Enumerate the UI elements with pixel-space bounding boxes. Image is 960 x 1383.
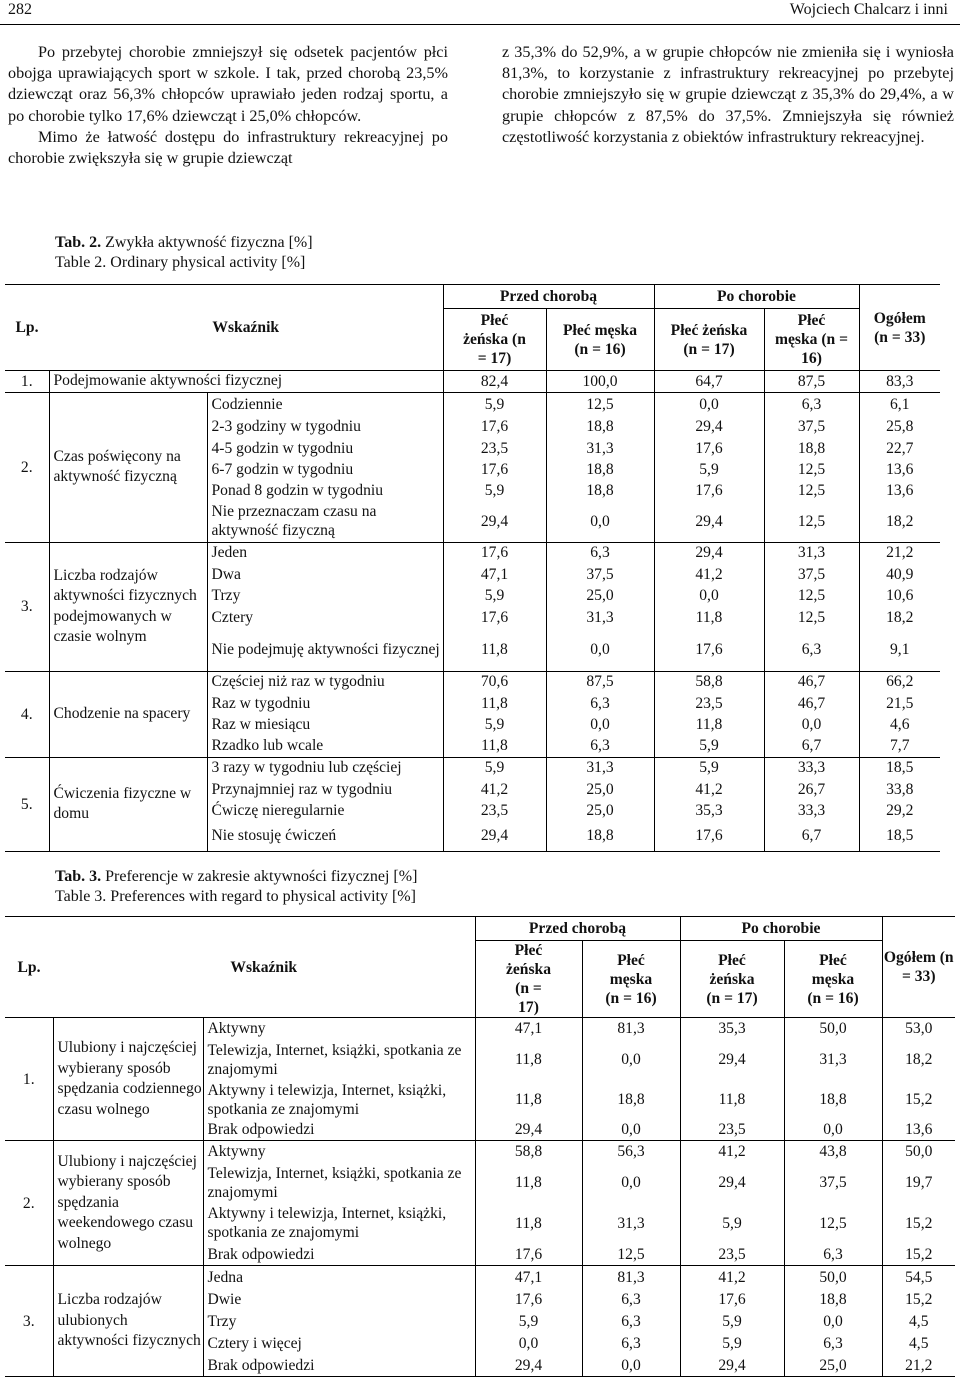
row-number: 2. [5,392,49,542]
header-male-after: Płeć męska (n = 16) [764,309,859,371]
value-cell: 12,5 [764,480,859,501]
row-label: Aktywny i telewizja, Internet, książki, spotkania ze znajomymi [203,1080,475,1120]
value-cell: 15,2 [905,1091,933,1108]
value-cell: 12,5 [546,392,654,416]
paragraph: Po przebytej chorobie zmniejszył się odsetek pacjentów płci obojga uprawiających sport w szkole. I tak, przed chorobą 23,5% dziewcząt oraz 56,3% chłopców uprawiało jeden rodzaj sportu, a po chorobie tylko 17,6% dziewcząt i 25,0% chłopców. [8,43,448,125]
row-label: Brak odpowiedzi [203,1120,475,1141]
value-cell: 12,5 [764,501,859,542]
value-cell: 4,6 [890,716,910,733]
header-lp: Lp. [15,319,39,336]
value-cell: 18,8 [546,459,654,480]
value-cell: 17,6 [654,480,764,501]
value-cell: 17,6 [654,437,764,459]
value-cell: 12,5 [764,606,859,628]
value-cell: 11,8 [475,1163,582,1203]
value-cell: 19,7 [905,1174,933,1191]
value-cell: 22,7 [886,439,914,457]
value-cell: 6,3 [582,1333,680,1355]
row-label: Jeden [207,542,443,563]
value-cell: 18,8 [546,821,654,851]
value-cell: 18,8 [784,1289,882,1311]
value-cell: 5,9 [443,714,546,735]
row-number: 1. [5,1018,53,1141]
value-cell: 21,2 [905,1356,933,1374]
value-cell: 43,8 [784,1141,882,1163]
paragraph: Mimo że łatwość dostępu do infrastruktury rekreacyjnej po chorobie zwiększyła się w grupie dziewcząt [8,127,448,168]
table3 [5,916,955,1377]
header-male-after: Płeć męska (n = 16) [784,941,882,1018]
value-cell: 64,7 [654,371,764,393]
header-male-before: Płeć męska (n = 16) [546,309,654,371]
value-cell: 23,5 [443,437,546,459]
value-cell: 0,0 [475,1333,582,1355]
header-wskaznik: Wskaźnik [212,319,280,336]
value-cell: 5,9 [443,757,546,778]
value-cell: 37,5 [764,416,859,437]
value-cell: 47,1 [475,1266,582,1289]
row-label: Jedna [203,1266,475,1289]
value-cell: 5,9 [475,1311,582,1333]
table-row [5,757,940,778]
row-label: Trzy [203,1311,475,1333]
value-cell: 5,9 [654,459,764,480]
value-cell: 18,2 [886,512,914,530]
value-cell: 6,3 [582,1311,680,1333]
row-label: Telewizja, Internet, książki, spotkania ze znajomymi [203,1163,475,1203]
value-cell: 0,0 [582,1120,680,1141]
row-label: Raz w tygodniu [207,692,443,714]
value-cell: 53,0 [905,1020,933,1038]
value-cell: 11,8 [443,628,546,671]
value-cell: 11,8 [475,1080,582,1120]
value-cell: 18,8 [546,416,654,437]
value-cell: 37,5 [784,1163,882,1203]
header-ogolem: Ogółem (n = 33) [883,949,954,985]
value-cell: 18,5 [886,827,914,845]
row-number: 4. [5,671,49,757]
value-cell: 25,0 [546,800,654,821]
header-lp: Lp. [17,958,41,976]
value-cell: 0,0 [654,585,764,606]
row-number: 5. [5,757,49,851]
value-cell: 0,0 [654,392,764,416]
value-cell: 5,9 [680,1333,784,1355]
group-label: Ćwiczenia fizyczne w domu [49,757,207,851]
value-cell: 17,6 [475,1289,582,1311]
group-label: Czas poświęcony na aktywność fizyczną [49,392,207,542]
value-cell: 29,4 [443,501,546,542]
value-cell: 18,8 [546,480,654,501]
running-head-authors: Wojciech Chalcarz i inni [789,1,948,18]
value-cell: 0,0 [582,1040,680,1080]
value-cell: 15,2 [905,1214,933,1232]
value-cell: 50,0 [905,1143,933,1161]
value-cell: 6,3 [582,1289,680,1311]
group-label: Liczba rodzajów ulubionych aktywności fizycznych [53,1266,203,1377]
row-label: 2-3 godziny w tygodniu [207,416,443,437]
table-row [5,542,940,563]
value-cell: 29,4 [654,501,764,542]
value-cell: 6,7 [764,821,859,851]
value-cell: 11,8 [654,714,764,735]
value-cell: 58,8 [475,1141,582,1163]
value-cell: 81,3 [582,1266,680,1289]
value-cell: 29,4 [654,416,764,437]
value-cell: 6,3 [546,692,654,714]
value-cell: 11,8 [475,1040,582,1080]
value-cell: 10,6 [886,587,914,604]
value-cell: 29,4 [443,821,546,851]
value-cell: 82,4 [443,371,546,393]
value-cell: 13,6 [905,1121,933,1139]
value-cell: 5,9 [654,735,764,757]
value-cell: 6,1 [890,395,910,413]
value-cell: 33,3 [764,757,859,778]
row-number: 1. [5,371,49,393]
value-cell: 17,6 [443,416,546,437]
value-cell: 6,3 [546,735,654,757]
value-cell: 12,5 [582,1244,680,1266]
value-cell: 9,1 [890,640,910,658]
group-label: Ulubiony i najczęściej wybierany sposób spędzania weekendowego czasu wolnego [53,1141,203,1266]
value-cell: 0,0 [784,1311,882,1333]
page-header [0,0,960,25]
page-number: 282 [8,1,32,18]
value-cell: 23,5 [680,1120,784,1141]
value-cell: 31,3 [582,1203,680,1244]
value-cell: 12,5 [764,585,859,606]
value-cell: 29,4 [475,1120,582,1141]
value-cell: 5,9 [680,1311,784,1333]
value-cell: 11,8 [680,1080,784,1120]
value-cell: 21,2 [886,544,914,562]
header-male-before: Płeć męska (n = 16) [582,941,680,1018]
value-cell: 6,7 [764,735,859,757]
header-female-after: Płeć żeńska (n = 17) [654,309,764,371]
table3-caption-label: Tab. 3. [55,868,102,885]
row-label: Częściej niż raz w tygodniu [207,671,443,692]
row-label: Raz w miesiącu [207,714,443,735]
header-ogolem: Ogółem (n = 33) [873,309,926,346]
value-cell: 46,7 [764,671,859,692]
row-label: Trzy [207,585,443,606]
value-cell: 66,2 [886,673,914,691]
row-label: Ćwiczę nieregularnie [207,800,443,821]
row-label: Nie przeznaczam czasu na aktywność fizyczną [207,501,443,542]
value-cell: 17,6 [654,628,764,671]
table-row [5,371,940,393]
value-cell: 6,3 [764,392,859,416]
header-wskaznik: Wskaźnik [230,958,298,976]
value-cell: 21,5 [886,694,914,712]
table-row [5,392,940,416]
value-cell: 18,2 [886,608,914,626]
row-number: 3. [5,542,49,671]
value-cell: 31,3 [764,542,859,563]
value-cell: 29,4 [475,1355,582,1377]
value-cell: 47,1 [443,563,546,585]
value-cell: 40,9 [886,565,914,583]
right-text-column [502,42,954,148]
value-cell: 25,8 [886,418,914,435]
value-cell: 5,9 [443,392,546,416]
value-cell: 25,0 [784,1355,882,1377]
value-cell: 5,9 [654,757,764,778]
row-label: Aktywny i telewizja, Internet, książki, spotkania ze znajomymi [203,1203,475,1244]
value-cell: 50,0 [784,1266,882,1289]
value-cell: 29,2 [886,802,914,819]
value-cell: 29,4 [680,1163,784,1203]
row-number: 2. [5,1141,53,1266]
value-cell: 11,8 [654,606,764,628]
row-label: Przynajmniej raz w tygodniu [207,778,443,800]
value-cell: 17,6 [475,1244,582,1266]
table3-caption-en: Table 3. Preferences with regard to physical activity [%] [55,888,416,905]
value-cell: 0,0 [764,714,859,735]
row-label: Brak odpowiedzi [203,1244,475,1266]
row-label: Rzadko lub wcale [207,735,443,757]
value-cell: 5,9 [443,585,546,606]
header-female-before: Płeć żeńska (n = 17) [443,309,546,371]
table-row [5,671,940,692]
value-cell: 87,5 [546,671,654,692]
value-cell: 29,4 [654,542,764,563]
value-cell: 31,3 [784,1040,882,1080]
header-female-after: Płeć żeńska (n = 17) [680,941,784,1018]
row-label: Codziennie [207,392,443,416]
group-label: Ulubiony i najczęściej wybierany sposób spędzania codziennego czasu wolnego [53,1018,203,1141]
value-cell: 18,8 [764,437,859,459]
row-label: Brak odpowiedzi [203,1355,475,1377]
table2-body [5,371,940,852]
value-cell: 31,3 [546,606,654,628]
value-cell: 23,5 [654,692,764,714]
group-label: Chodzenie na spacery [49,671,207,757]
table3-caption [55,867,417,907]
header-female-before: Płeć żeńska (n = 17) [475,941,582,1018]
table3-caption-pl: Preferencje w zakresie aktywności fizycznej [%] [105,868,418,885]
value-cell: 46,7 [764,692,859,714]
value-cell: 4,5 [909,1313,929,1330]
row-label: Aktywny [203,1018,475,1040]
value-cell: 33,8 [886,780,914,798]
value-cell: 11,8 [443,692,546,714]
value-cell: 25,0 [546,585,654,606]
value-cell: 5,9 [443,480,546,501]
value-cell: 6,3 [784,1244,882,1266]
header-przed-choroba: Przed chorobą [443,285,654,309]
value-cell: 87,5 [764,371,859,393]
value-cell: 47,1 [475,1018,582,1040]
row-label: Dwie [203,1289,475,1311]
value-cell: 11,8 [443,735,546,757]
value-cell: 35,3 [654,800,764,821]
value-cell: 7,7 [890,737,910,755]
value-cell: 18,5 [886,759,914,777]
value-cell: 41,2 [443,778,546,800]
value-cell: 35,3 [680,1018,784,1040]
row-label: Nie podejmuję aktywności fizycznej [207,628,443,671]
value-cell: 12,5 [784,1203,882,1244]
value-cell: 0,0 [546,714,654,735]
value-cell: 70,6 [443,671,546,692]
value-cell: 6,3 [764,628,859,671]
value-cell: 18,8 [784,1080,882,1120]
header-przed-choroba: Przed chorobą [475,917,680,941]
header-po-chorobie: Po chorobie [680,917,882,941]
table-row [5,1018,955,1040]
value-cell: 41,2 [680,1141,784,1163]
value-cell: 31,3 [546,437,654,459]
value-cell: 0,0 [546,628,654,671]
value-cell: 11,8 [475,1203,582,1244]
value-cell: 17,6 [680,1289,784,1311]
left-text-column [8,42,448,169]
value-cell: 0,0 [784,1120,882,1141]
table2 [5,284,940,852]
value-cell: 0,0 [582,1355,680,1377]
value-cell: 37,5 [546,563,654,585]
table-row [5,1266,955,1289]
value-cell: 17,6 [443,606,546,628]
value-cell: 100,0 [546,371,654,393]
row-label: Dwa [207,563,443,585]
value-cell: 13,6 [886,461,914,478]
row-label: Cztery [207,606,443,628]
value-cell: 37,5 [764,563,859,585]
table2-caption [55,233,313,273]
value-cell: 18,2 [905,1051,933,1068]
row-label: 6-7 godzin w tygodniu [207,459,443,480]
row-label: 4-5 godzin w tygodniu [207,437,443,459]
value-cell: 41,2 [680,1266,784,1289]
value-cell: 17,6 [443,459,546,480]
value-cell: 13,6 [886,482,914,499]
value-cell: 50,0 [784,1018,882,1040]
value-cell: 6,3 [546,542,654,563]
row-label: Cztery i więcej [203,1333,475,1355]
table3-body [5,1018,955,1377]
value-cell: 18,8 [582,1080,680,1120]
table2-caption-label: Tab. 2. [55,234,102,251]
row-label: Ponad 8 godzin w tygodniu [207,480,443,501]
row-label: 3 razy w tygodniu lub częściej [207,757,443,778]
group-label: Liczba rodzajów aktywności fizycznych podejmowanych w czasie wolnym [49,542,207,671]
value-cell: 41,2 [654,563,764,585]
value-cell: 0,0 [582,1163,680,1203]
value-cell: 58,8 [654,671,764,692]
header-po-chorobie: Po chorobie [654,285,859,309]
paragraph: z 35,3% do 52,9%, a w grupie chłopców nie zmieniła się i wyniosła 81,3%, to korzystanie z infrastruktury rekreacyjnej po przebytej chorobie zmniejszyło się w grupie dziewcząt z 35,3% do 29,4%, a w grupie chłopców z 87,5% do 37,5%. Zmniejszyła się również częstotliwość korzystania z obiektów infrastruktury rekreacyjnej. [502,43,954,146]
row-number: 3. [5,1266,53,1377]
value-cell: 83,3 [886,372,914,390]
value-cell: 41,2 [654,778,764,800]
value-cell: 31,3 [546,757,654,778]
group-label: Podejmowanie aktywności fizycznej [49,371,443,393]
value-cell: 4,5 [909,1335,929,1352]
value-cell: 6,3 [784,1333,882,1355]
value-cell: 23,5 [443,800,546,821]
value-cell: 23,5 [680,1244,784,1266]
value-cell: 15,2 [905,1291,933,1308]
value-cell: 26,7 [764,778,859,800]
row-label: Nie stosuję ćwiczeń [207,821,443,851]
table-row [5,1141,955,1163]
value-cell: 25,0 [546,778,654,800]
value-cell: 12,5 [764,459,859,480]
value-cell: 56,3 [582,1141,680,1163]
table2-caption-en: Table 2. Ordinary physical activity [%] [55,254,306,271]
value-cell: 29,4 [680,1040,784,1080]
value-cell: 0,0 [546,501,654,542]
value-cell: 81,3 [582,1018,680,1040]
value-cell: 17,6 [654,821,764,851]
table2-caption-pl: Zwykła aktywność fizyczna [%] [105,234,313,251]
row-label: Aktywny [203,1141,475,1163]
value-cell: 54,5 [905,1268,933,1286]
value-cell: 15,2 [905,1245,933,1263]
value-cell: 17,6 [443,542,546,563]
value-cell: 33,3 [764,800,859,821]
value-cell: 5,9 [680,1203,784,1244]
row-label: Telewizja, Internet, książki, spotkania ze znajomymi [203,1040,475,1080]
value-cell: 29,4 [680,1355,784,1377]
